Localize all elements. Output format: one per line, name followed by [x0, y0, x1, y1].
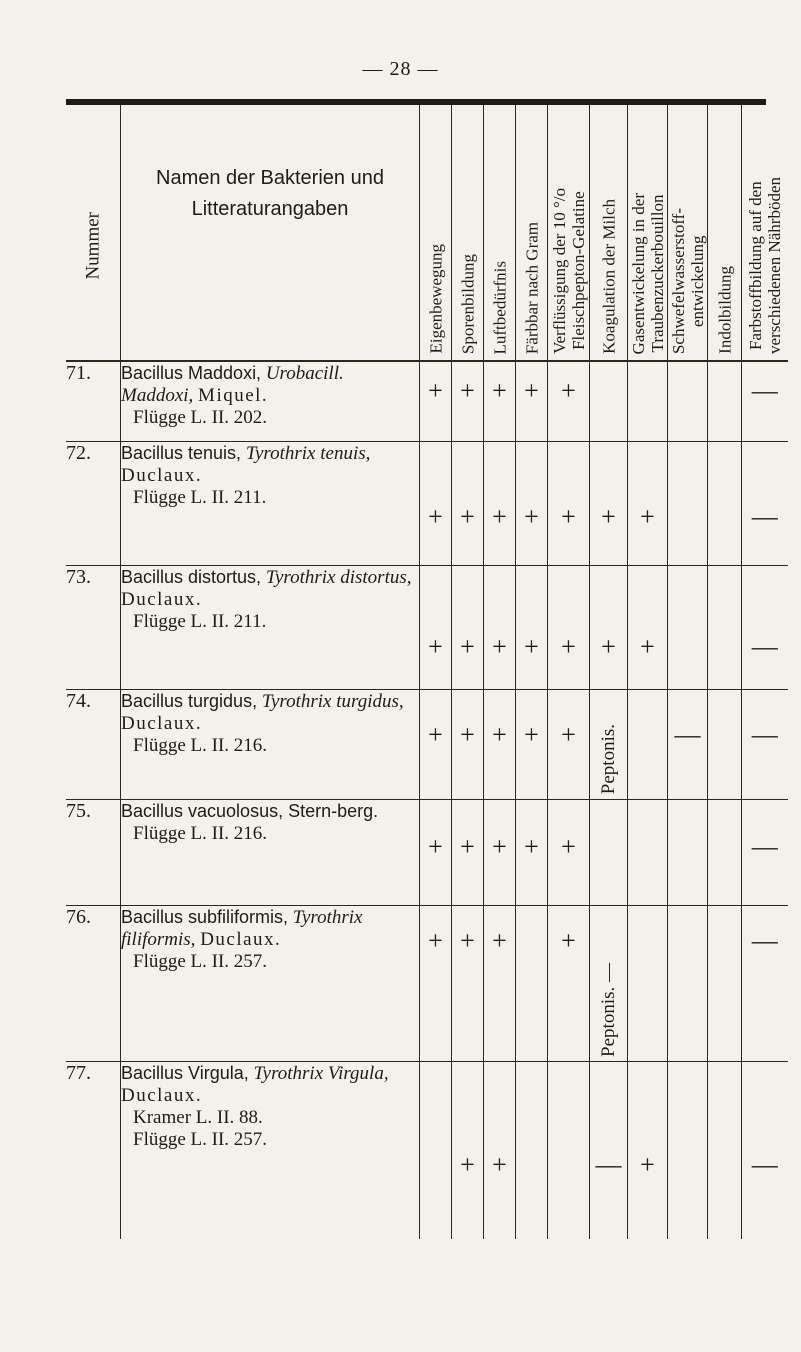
literature-reference: Flügge L. II. 211. [133, 610, 267, 632]
literature-reference: Flügge L. II. 211. [133, 486, 267, 508]
synonym: Tyrothrix distortus, [265, 566, 412, 588]
header-eigenbewegung: Eigenbewegung [420, 105, 452, 361]
author: Duclaux. [121, 588, 203, 610]
dash-mark [742, 799, 788, 905]
header-farbstoffbildung: Farbstoffbildung auf den verschiedenen Nährböden [742, 105, 788, 361]
author: Miquel. [198, 385, 269, 406]
peptonis-note [590, 905, 628, 1061]
table-row [66, 905, 788, 1061]
literature-reference: Flügge L. II. 216. [133, 822, 268, 844]
empty-cell [548, 1061, 590, 1239]
peptonis-text: Peptonis. — [597, 962, 619, 1057]
page-number: — 28 — [362, 58, 439, 80]
empty-cell [628, 689, 668, 799]
bacterium-name [121, 905, 420, 1061]
literature-reference: Flügge L. II. 216. [133, 734, 268, 756]
plus-mark [452, 565, 484, 689]
dash-mark [742, 905, 788, 1061]
mark-symbol: + [492, 631, 507, 661]
plus-mark [516, 799, 548, 905]
mark-symbol: — [751, 501, 778, 531]
row-number: 76. [66, 905, 121, 1061]
plus-mark [548, 689, 590, 799]
mark-symbol: + [428, 376, 443, 405]
mark-symbol: + [601, 631, 616, 661]
plus-mark [628, 565, 668, 689]
empty-cell [668, 905, 708, 1061]
mark-symbol: — [595, 1149, 622, 1179]
mark-symbol: + [561, 831, 576, 861]
row-number: 73. [66, 565, 121, 689]
mark-symbol: + [428, 501, 443, 531]
table-row [66, 799, 788, 905]
table-row [66, 441, 788, 565]
mark-symbol: + [561, 631, 576, 661]
mark-symbol: — [674, 719, 701, 749]
mark-symbol: + [492, 831, 507, 861]
empty-cell [708, 441, 742, 565]
row-number: 77. [66, 1061, 91, 1084]
peptonis-note [590, 689, 628, 799]
plus-mark [452, 799, 484, 905]
plus-mark [628, 441, 668, 565]
species-name: Bacillus Maddoxi, [121, 363, 262, 383]
mark-symbol: + [460, 501, 475, 531]
mark-symbol: + [492, 925, 507, 955]
plus-mark [548, 799, 590, 905]
plus-mark [452, 1061, 484, 1239]
plus-mark [452, 905, 484, 1061]
mark-symbol: + [460, 719, 475, 749]
empty-cell [420, 1061, 452, 1239]
mark-symbol: + [561, 501, 576, 531]
row-number: 72. [66, 441, 121, 565]
mark-symbol: + [561, 925, 576, 955]
synonym: Urobacill. Maddoxi, [121, 363, 344, 406]
header-milch: Koagulation der Milch [590, 105, 628, 361]
mark-symbol: + [601, 501, 616, 531]
empty-cell [590, 361, 628, 441]
header-nummer: Nummer [66, 105, 121, 361]
header-luftbeduerfnis: Luftbedürfnis [484, 105, 516, 361]
header-schwefelwasserstoff: Schwefelwasserstoff- entwickelung [668, 105, 708, 361]
plus-mark [516, 441, 548, 565]
header-gelatine: Verflüssigung der 10 °/o Fleischpepton-Gelatine [548, 105, 590, 361]
literature-reference: Flügge L. II. 202. [133, 407, 268, 428]
plus-mark [484, 361, 516, 441]
empty-cell [628, 361, 668, 441]
mark-symbol: — [751, 1149, 778, 1179]
mark-symbol: — [751, 631, 778, 661]
dash-mark [668, 689, 708, 799]
mark-symbol: + [492, 501, 507, 531]
synonym: Tyrothrix Virgula, [253, 1062, 389, 1084]
plus-mark [516, 689, 548, 799]
empty-cell [668, 799, 708, 905]
mark-symbol: + [524, 719, 539, 749]
plus-mark [420, 905, 452, 1061]
bacterium-name [121, 441, 420, 565]
species-name: Bacillus distortus, [121, 566, 262, 587]
header-indolbildung: Indolbildung [708, 105, 742, 361]
header-row [66, 105, 788, 361]
plus-mark [484, 565, 516, 689]
plus-mark [452, 689, 484, 799]
mark-symbol: + [640, 1149, 655, 1179]
header-sporenbildung: Sporenbildung [452, 105, 484, 361]
empty-cell [516, 1061, 548, 1239]
mark-symbol: + [428, 831, 443, 861]
plus-mark [548, 905, 590, 1061]
mark-symbol: + [640, 631, 655, 661]
plus-mark [420, 799, 452, 905]
dash-mark [742, 361, 788, 441]
mark-symbol: + [460, 376, 475, 405]
plus-mark [484, 441, 516, 565]
bacterium-name [121, 799, 420, 905]
bacterium-name [121, 689, 420, 799]
dash-mark [742, 1061, 788, 1239]
mark-symbol: + [524, 831, 539, 861]
mark-symbol: + [561, 719, 576, 749]
plus-mark [420, 441, 452, 565]
literature-reference: Kramer L. II. 88. [133, 1106, 263, 1128]
table-row [66, 1061, 788, 1239]
mark-symbol: + [460, 1149, 475, 1179]
empty-cell [628, 905, 668, 1061]
mark-symbol: + [492, 1149, 507, 1179]
literature-reference: Flügge L. II. 257. [133, 1128, 268, 1150]
mark-symbol: — [751, 376, 778, 405]
plus-mark [484, 689, 516, 799]
empty-cell [668, 441, 708, 565]
synonym: Tyrothrix filiformis, [121, 906, 363, 950]
mark-symbol: + [524, 631, 539, 661]
plus-mark [484, 799, 516, 905]
row-number: 74. [66, 689, 121, 799]
mark-symbol: + [428, 631, 443, 661]
mark-symbol: + [460, 925, 475, 955]
header-namen: Namen der Bakterien und Litteraturangaben [121, 105, 420, 361]
mark-symbol: + [524, 501, 539, 531]
dash-mark [742, 689, 788, 799]
mark-symbol: + [492, 719, 507, 749]
bacterium-name [121, 1061, 420, 1239]
mark-symbol: + [640, 501, 655, 531]
species-name: Bacillus subfiliformis, [121, 906, 289, 927]
plus-mark [420, 361, 452, 441]
author: Duclaux. [121, 712, 203, 734]
species-name: Bacillus vacuolosus, Stern-berg. [121, 800, 379, 821]
empty-cell [708, 1061, 742, 1239]
bacteria-table [66, 105, 788, 1239]
mark-symbol: + [428, 925, 443, 955]
plus-mark [548, 441, 590, 565]
table-row [66, 689, 788, 799]
empty-cell [668, 361, 708, 441]
synonym: Tyrothrix turgidus, [261, 690, 404, 712]
dash-mark [742, 441, 788, 565]
mark-symbol: — [751, 831, 778, 861]
mark-symbol: — [751, 719, 778, 749]
row-number: 71. [66, 361, 121, 441]
row-number: 75. [66, 799, 121, 905]
empty-cell [708, 361, 742, 441]
dash-mark [590, 1061, 628, 1239]
plus-mark [484, 1061, 516, 1239]
mark-symbol: + [524, 376, 539, 405]
empty-cell [708, 565, 742, 689]
plus-mark [548, 565, 590, 689]
mark-symbol: + [460, 831, 475, 861]
bacterium-name [121, 361, 420, 441]
plus-mark [452, 361, 484, 441]
plus-mark [628, 1061, 668, 1239]
table-row [66, 565, 788, 689]
synonym: Tyrothrix tenuis, [245, 442, 371, 464]
peptonis-text: Peptonis. [597, 724, 619, 795]
plus-mark [420, 565, 452, 689]
empty-cell [708, 799, 742, 905]
author: Duclaux. [200, 928, 282, 950]
plus-mark [590, 441, 628, 565]
empty-cell [628, 799, 668, 905]
literature-reference: Flügge L. II. 257. [133, 950, 268, 972]
empty-cell [708, 689, 742, 799]
author: Duclaux. [121, 464, 203, 486]
plus-mark [420, 689, 452, 799]
table-row [66, 361, 788, 441]
plus-mark [516, 565, 548, 689]
empty-cell [590, 799, 628, 905]
dash-mark [742, 565, 788, 689]
bacterium-name [121, 565, 420, 689]
plus-mark [516, 361, 548, 441]
author: Duclaux. [121, 1084, 203, 1106]
species-name: Bacillus tenuis, [121, 442, 242, 463]
empty-cell [668, 1061, 708, 1239]
plus-mark [452, 441, 484, 565]
mark-symbol: — [751, 925, 778, 955]
header-gram: Färbbar nach Gram [516, 105, 548, 361]
mark-symbol: + [460, 631, 475, 661]
empty-cell [708, 905, 742, 1061]
plus-mark [590, 565, 628, 689]
empty-cell [668, 565, 708, 689]
plus-mark [484, 905, 516, 1061]
species-name: Bacillus Virgula, [121, 1062, 249, 1083]
mark-symbol: + [428, 719, 443, 749]
mark-symbol: + [561, 376, 576, 405]
header-gasentwickelung: Gasentwickelung in der Traubenzuckerbouillon [628, 105, 668, 361]
species-name: Bacillus turgidus, [121, 690, 258, 711]
mark-symbol: + [492, 376, 507, 405]
empty-cell [516, 905, 548, 1061]
plus-mark [548, 361, 590, 441]
